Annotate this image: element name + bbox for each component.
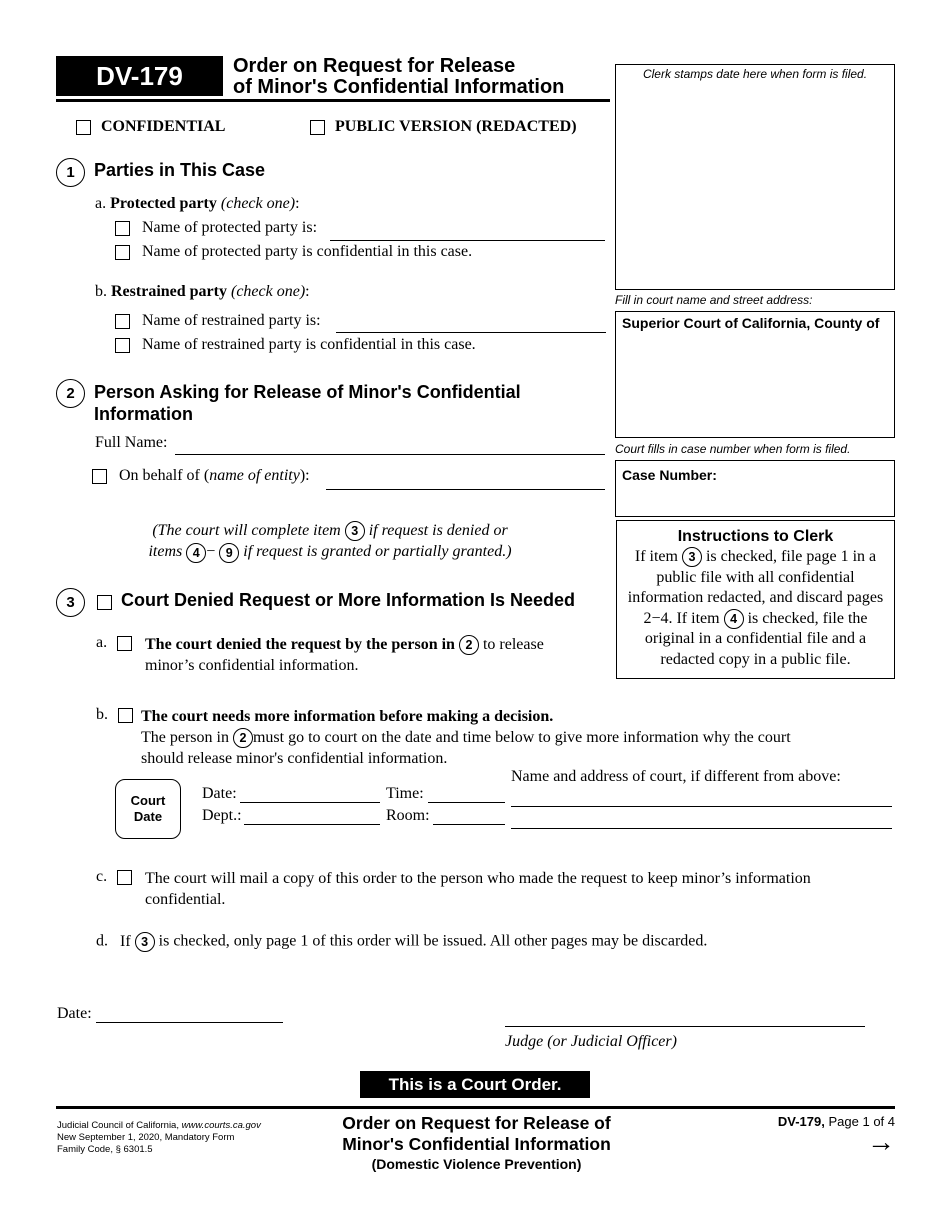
clerk-instructions-box — [616, 520, 895, 679]
court-date-tab: Court Date — [115, 779, 181, 839]
instructions-line3: information redacted, and discard pages — [627, 589, 884, 606]
item-3b-text: The court needs more information before making a decision. The person in 2 must go to court on the date and time below to give more information why the court should release minor's confidential information. — [141, 708, 791, 768]
item-3a-text: The court denied the request by the person in 2 to release minor’s confidential information. — [145, 636, 544, 675]
restrained-party-confidential-option[interactable] — [115, 336, 476, 354]
clerk-stamp-box — [615, 64, 895, 290]
section-3-option[interactable] — [97, 590, 575, 611]
hearing-date-field[interactable] — [240, 802, 380, 803]
hearing-dept-field[interactable] — [244, 824, 380, 825]
hearing-room-field[interactable] — [433, 824, 505, 825]
judge-signature-field[interactable] — [505, 1026, 865, 1027]
full-name-label: Full Name: — [95, 434, 168, 451]
section-1-number: 1 — [56, 158, 85, 187]
public-version-label: PUBLIC VERSION (REDACTED) — [335, 118, 577, 135]
item-3b-checkbox[interactable] — [118, 708, 133, 723]
item-3b-circle-2: 2 — [233, 728, 253, 748]
court-name-label: Superior Court of California, County of — [622, 315, 880, 331]
restrained-party-name-label: Name of restrained party is: — [142, 312, 321, 329]
court-completion-note: (The court will complete item 3 if request is denied or items 4 − 9 if request is granted or partially granted.) — [110, 520, 550, 563]
restrained-party-confidential-checkbox[interactable] — [115, 338, 130, 353]
footer-council-info: Judicial Council of California, www.courts.ca.gov New September 1, 2020, Mandatory Form Family Code, § 6301.5 — [57, 1120, 261, 1155]
court-address-alt-field-1[interactable] — [511, 806, 892, 807]
public-version-checkbox[interactable] — [310, 120, 325, 135]
protected-party-heading: a. Protected party (check one): — [95, 195, 300, 212]
item-3b[interactable]: b. — [96, 706, 133, 724]
section-3-number: 3 — [56, 588, 85, 617]
note-item-4-circle: 4 — [186, 543, 206, 563]
signature-date-field[interactable] — [96, 1022, 283, 1023]
item-4-circle: 4 — [724, 609, 744, 629]
protected-party-name-field[interactable] — [330, 240, 605, 241]
protected-party-name-option[interactable] — [115, 219, 317, 237]
section-2-title: Person Asking for Release of Minor's Confidential Information — [94, 382, 521, 424]
instructions-title: Instructions to Clerk — [677, 528, 834, 545]
court-address-alt-label: Name and address of court, if different from above: — [511, 768, 841, 785]
full-name-field[interactable] — [175, 454, 605, 455]
case-number-note: Court fills in case number when form is filed. — [615, 442, 851, 456]
hearing-time-field[interactable] — [428, 802, 505, 803]
on-behalf-label: On behalf of (name of entity): — [119, 467, 310, 484]
restrained-party-confidential-label: Name of restrained party is confidential in this case. — [142, 336, 476, 353]
restrained-party-name-field[interactable] — [336, 332, 606, 333]
form-number-badge: DV-179 — [56, 56, 223, 96]
hearing-date-label: Date: — [202, 785, 237, 802]
note-item-3-circle: 3 — [345, 521, 365, 541]
item-3a-checkbox[interactable] — [117, 636, 132, 651]
restrained-party-name-checkbox[interactable] — [115, 314, 130, 329]
on-behalf-option[interactable] — [92, 467, 310, 485]
instructions-line6: redacted copy in a public file. — [660, 650, 851, 668]
instructions-line5: original in a confidential file and a — [644, 630, 867, 647]
restrained-party-name-option[interactable] — [115, 312, 321, 330]
item-3d-circle-3: 3 — [135, 932, 155, 952]
court-address-alt-field-2[interactable] — [511, 828, 892, 829]
footer-page-info: DV-179, Page 1 of 4 — [777, 1114, 895, 1129]
case-number-label: Case Number: — [622, 467, 717, 483]
form-title — [233, 56, 564, 98]
court-order-banner: This is a Court Order. — [360, 1071, 590, 1098]
hearing-room-label: Room: — [386, 807, 430, 824]
item-3d: d. If 3 is checked, only page 1 of this order will be issued. All other pages may be discarded. — [96, 932, 707, 952]
footer-title: Order on Request for Release of Minor's Confidential Information (Domestic Violence Prevention) — [342, 1113, 611, 1172]
confidential-label: CONFIDENTIAL — [101, 118, 226, 135]
restrained-party-heading: b. Restrained party (check one): — [95, 283, 310, 300]
footer-rule — [56, 1106, 895, 1109]
section-2-number: 2 — [56, 379, 85, 408]
hearing-dept-label: Dept.: — [202, 807, 242, 824]
protected-party-confidential-label: Name of protected party is confidential in this case. — [142, 243, 473, 260]
next-page-arrow-icon: → — [867, 1126, 895, 1157]
item-3c-checkbox[interactable] — [117, 870, 132, 885]
protected-party-name-label: Name of protected party is: — [142, 219, 318, 236]
item-3c-text: The court will mail a copy of this order to the person who made the request to keep minor’s information confidential. — [145, 870, 811, 908]
on-behalf-checkbox[interactable] — [92, 469, 107, 484]
clerk-stamp-note: Clerk stamps date here when form is filed. — [642, 67, 868, 81]
form-title-line1: Order on Request for Release — [233, 55, 516, 77]
note-item-9-circle: 9 — [219, 543, 239, 563]
confidential-checkbox[interactable] — [76, 120, 91, 135]
court-address-box[interactable] — [615, 311, 895, 438]
hearing-time-label: Time: — [386, 785, 424, 802]
instructions-line1: If item 3 is checked, file page 1 in a — [617, 547, 894, 568]
instructions-line4: 2−4. If item 4 is checked, file the — [617, 609, 894, 630]
confidential-option[interactable] — [76, 118, 225, 136]
section-3-checkbox[interactable] — [97, 595, 112, 610]
on-behalf-field[interactable] — [326, 489, 605, 490]
judge-label: Judge (or Judicial Officer) — [505, 1033, 677, 1050]
item-3c[interactable]: c. — [96, 868, 132, 886]
instructions-line2: public file with all confidential — [656, 568, 855, 586]
protected-party-confidential-option[interactable] — [115, 243, 472, 261]
signature-date-label: Date: — [57, 1005, 92, 1022]
court-address-note: Fill in court name and street address: — [615, 293, 813, 307]
section-1-title: Parties in This Case — [94, 160, 266, 180]
form-title-line2: of Minor's Confidential Information — [233, 76, 565, 98]
case-number-box[interactable] — [615, 460, 895, 517]
public-version-option[interactable] — [310, 118, 577, 136]
item-3a-circle-2: 2 — [459, 635, 479, 655]
item-3a[interactable]: a. — [96, 634, 132, 652]
protected-party-confidential-checkbox[interactable] — [115, 245, 130, 260]
item-3-circle: 3 — [682, 547, 702, 567]
protected-party-name-checkbox[interactable] — [115, 221, 130, 236]
section-3-title: Court Denied Request or More Information Is Needed — [121, 590, 576, 610]
header-rule — [56, 99, 610, 102]
